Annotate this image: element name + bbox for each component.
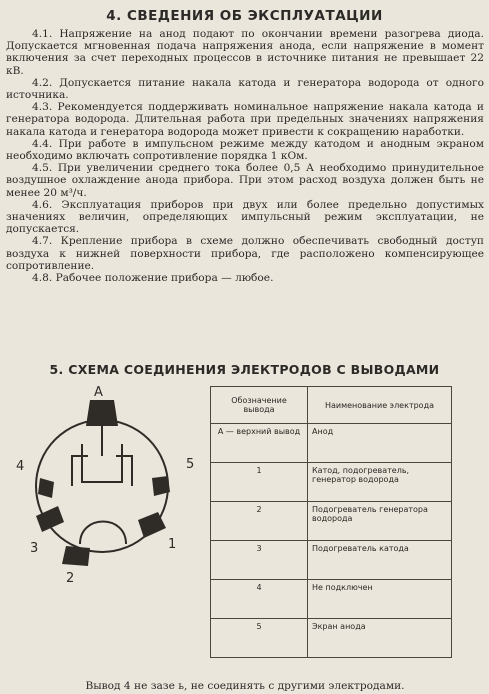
- label-a: А: [94, 386, 103, 400]
- footer-note: Вывод 4 не зазе ь, не соединять с другими электродами.: [85, 680, 405, 692]
- pin-table: [210, 386, 452, 658]
- paragraph-4-5: 4.5. При увеличении среднего тока более 0,5 А необходимо принудительное воздушное охлаждение анода прибора. При этом расход воздуха должен быть не менее 20 м³/ч.: [6, 162, 484, 199]
- electrode-cell: Анод: [308, 424, 452, 463]
- paragraph-4-8: 4.8. Рабочее положение прибора — любое.: [32, 272, 274, 285]
- paragraph-4-7: 4.7. Крепление прибора в схеме должно обеспечивать свободный доступ воздуха к нижней поверхности прибора, где расположено компенсирующее сопротивление.: [6, 235, 484, 272]
- header-electrode: Наименование электрода: [308, 387, 452, 424]
- label-2: 2: [66, 571, 75, 586]
- electrode-cell: Подогреватель катода: [308, 541, 452, 580]
- electrode-cell: Экран анода: [308, 619, 452, 658]
- label-3: 3: [30, 541, 39, 556]
- electrode-cell: Катод, подогреватель, генератор водорода: [308, 463, 452, 502]
- label-1: 1: [168, 537, 177, 552]
- table-row: [211, 424, 452, 463]
- inner-arc: [80, 522, 126, 545]
- pin-diagram: [2, 386, 206, 586]
- paragraph-4-2: 4.2. Допускается питание накала катода и генератора водорода от одного источника.: [6, 76, 484, 102]
- pin-cell: 1: [211, 463, 308, 502]
- pin-4: [38, 478, 54, 498]
- section-5-title: 5. СХЕМА СОЕДИНЕНИЯ ЭЛЕКТРОДОВ С ВЫВОДАМИ: [49, 362, 440, 377]
- pin-2: [62, 546, 90, 566]
- header-pin: Обозначение вывода: [211, 387, 308, 424]
- pin-cell: 4: [211, 580, 308, 619]
- electrode-cell: Подогреватель генератора водорода: [308, 502, 452, 541]
- label-4: 4: [16, 459, 25, 474]
- pin-a: [86, 400, 118, 426]
- table-row: [211, 619, 452, 658]
- section-4-title: 4. СВЕДЕНИЯ ОБ ЭКСПЛУАТАЦИИ: [106, 8, 383, 24]
- paragraph-4-6: 4.6. Эксплуатация приборов при двух или более предельно допустимых значениях величин, определяющих импульсный режим эксплуатации, не допускается.: [6, 198, 484, 236]
- paragraph-4-1: 4.1. Напряжение на анод подают по окончании времени разогрева диода. Допускается мгновенная подача напряжения анода, если напряжение в момент включения за счет переходных процессов в источнике питания не превышает 22 кВ.: [6, 28, 484, 77]
- table-row: [211, 463, 452, 502]
- paragraph-4-4: 4.4. При работе в импульсном режиме между катодом и анодным экраном необходимо включать сопротивление порядка 1 кОм.: [6, 137, 484, 163]
- table-row: [211, 502, 452, 541]
- pin-cell: 3: [211, 541, 308, 580]
- table-row: [211, 541, 452, 580]
- pin-cell: 2: [211, 502, 308, 541]
- table-row: [211, 580, 452, 619]
- label-5: 5: [186, 457, 195, 472]
- section-4-text: [6, 28, 484, 284]
- pin-cell: А — верхний вывод: [211, 424, 308, 463]
- paragraph-4-3: 4.3. Рекомендуется поддерживать номинальное напряжение накала катода и генератора водорода. Длительная работа при предельных значениях напряжения накала катода и генератора водорода может привести к сокращению наработки.: [6, 101, 484, 138]
- pin-cell: 5: [211, 619, 308, 658]
- electrode-cell: Не подключен: [308, 580, 452, 619]
